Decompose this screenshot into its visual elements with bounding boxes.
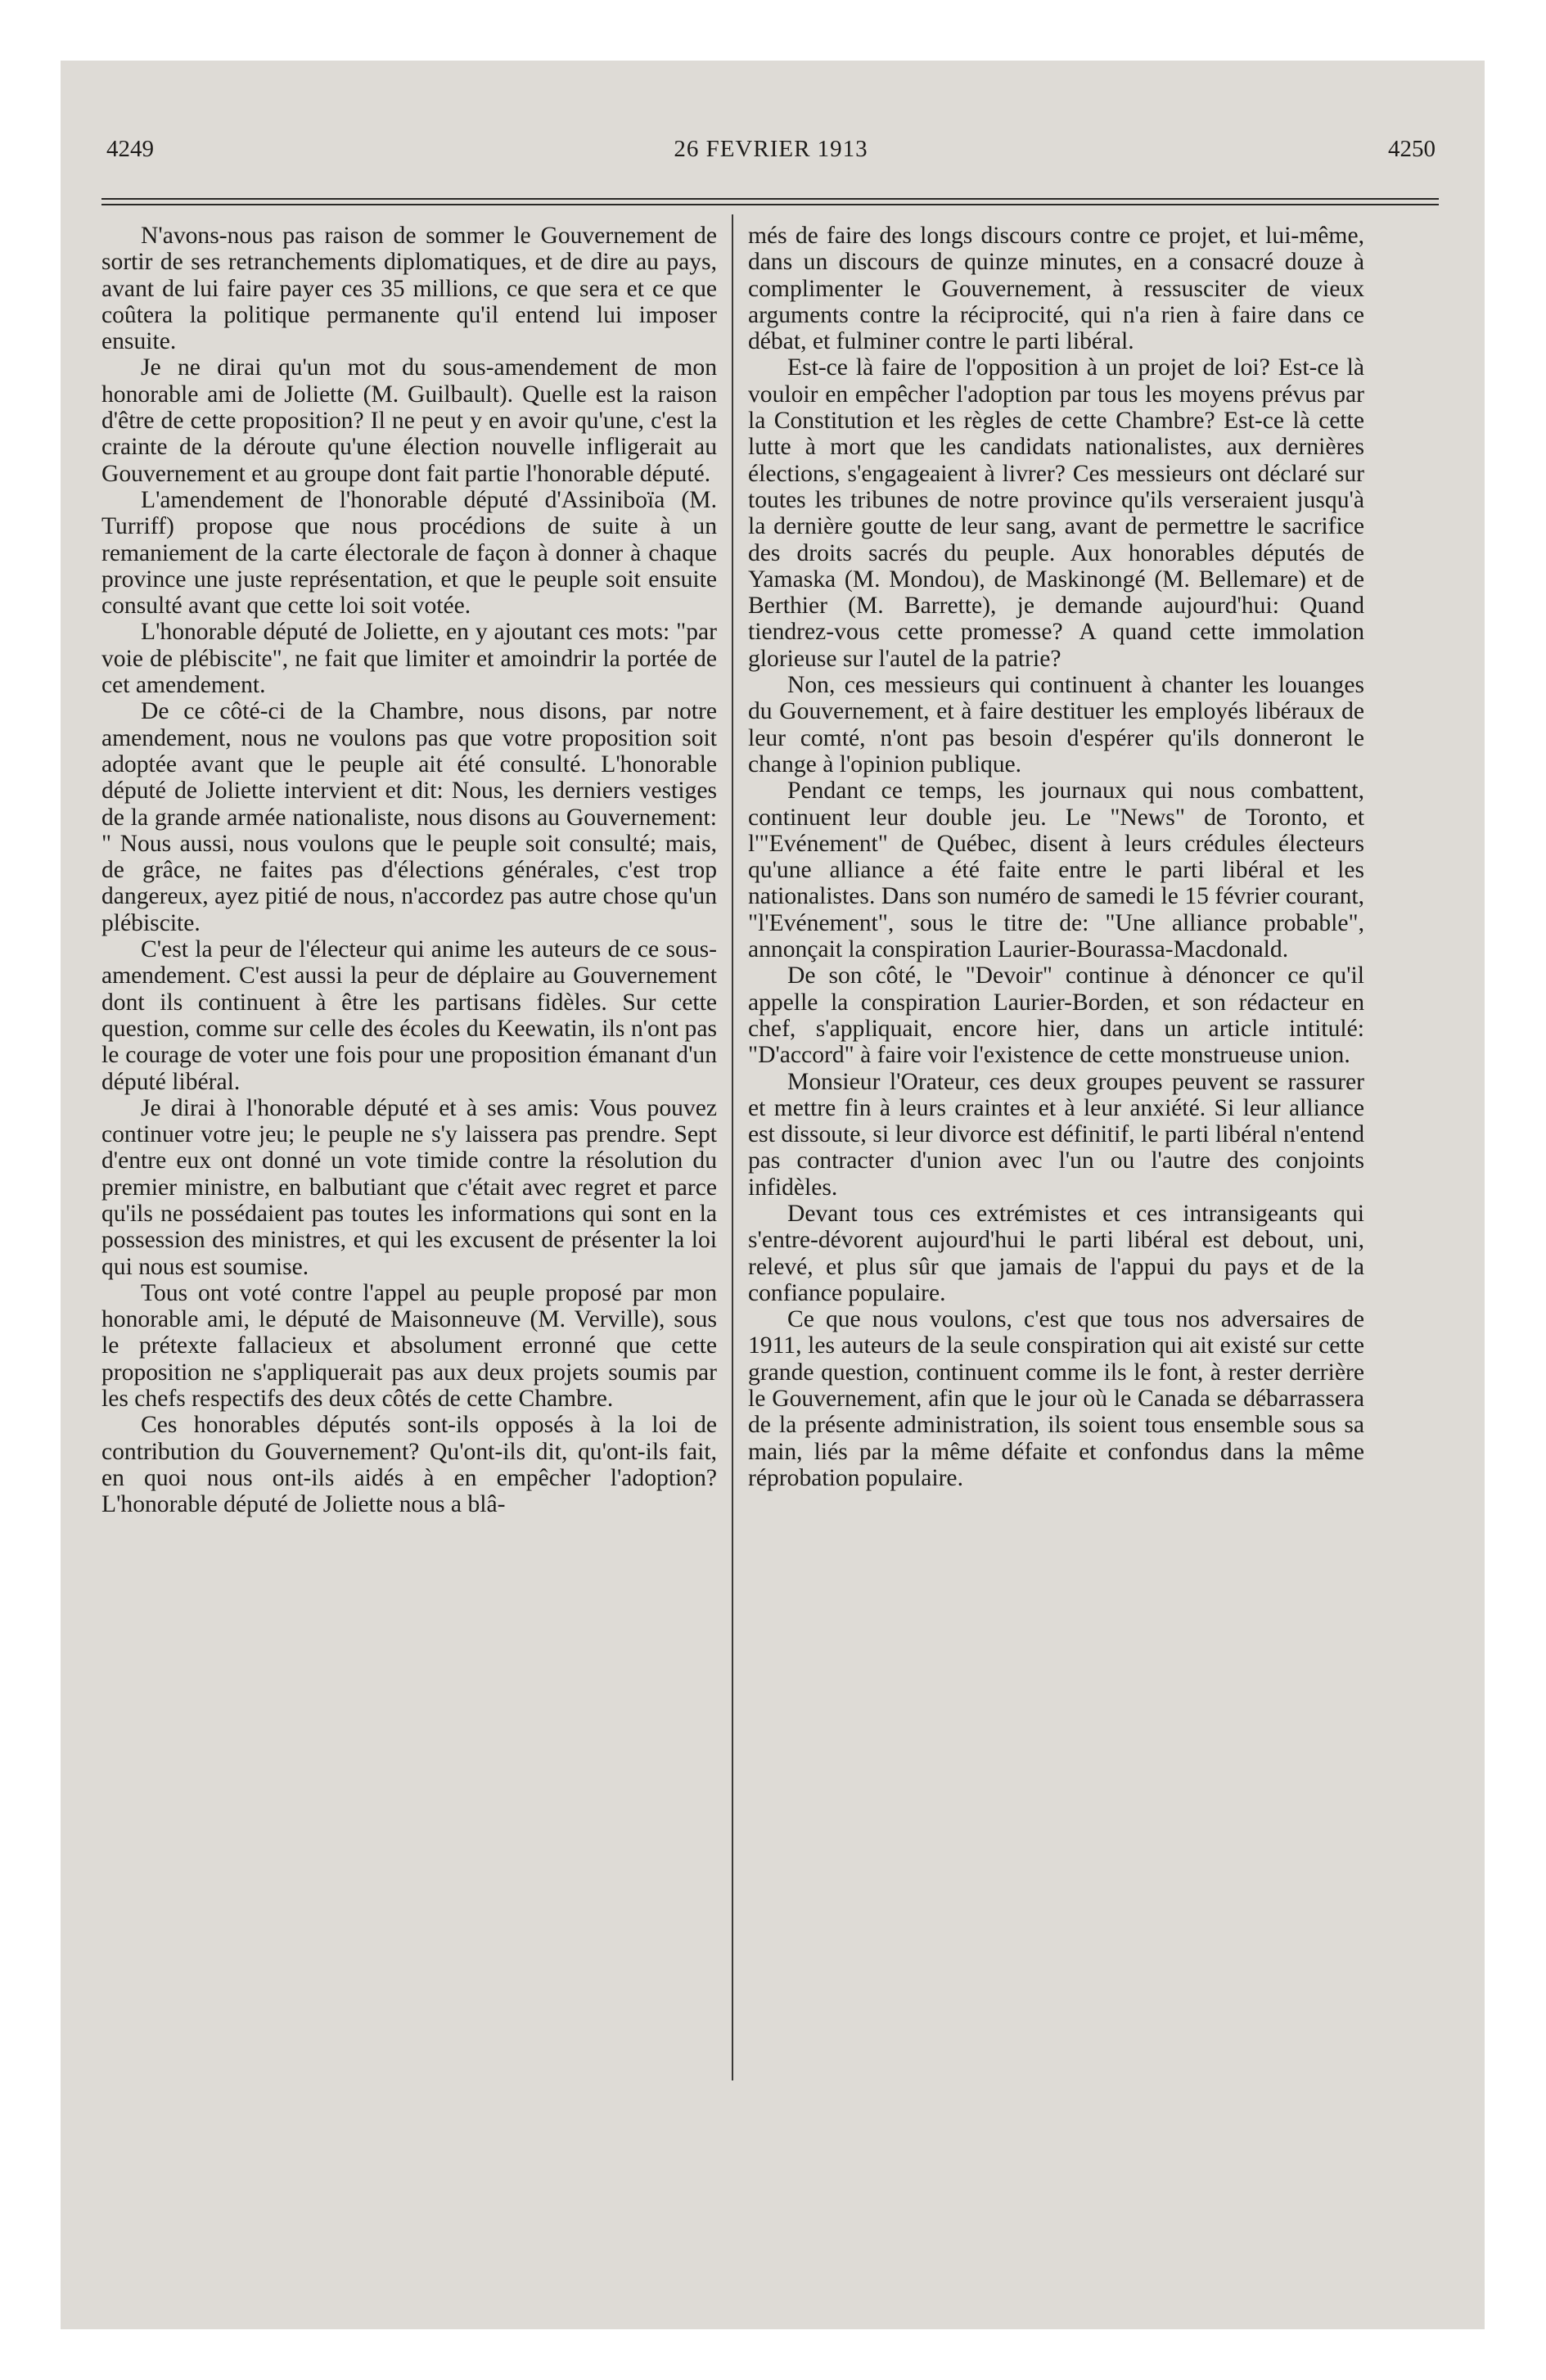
paragraph: Tous ont voté contre l'appel au peuple proposé par mon honorable ami, le député de Maisonneuve (M. Verville), sous le prétexte fallacieux et absolument erronné que cette proposition ne s'appliquerait pas aux deux projets soumis par les chefs respectifs des deux côtés de cette Chambre. <box>101 1279 717 1413</box>
paragraph: De son côté, le "Devoir" continue à dénoncer ce qu'il appelle la conspiration Laurier-Borden, et son rédacteur en chef, s'appliquait, encore hier, dans un article intitulé: "D'accord" à faire voir l'existence de cette monstrueuse union. <box>748 962 1364 1069</box>
paragraph: Non, ces messieurs qui continuent à chanter les louanges du Gouvernement, et à faire destituer les employés libéraux de leur comté, n'ont pas besoin d'espérer qu'ils donneront le change à l'opinion publique. <box>748 672 1364 778</box>
left-column <box>101 223 717 1518</box>
paragraph: Pendant ce temps, les journaux qui nous combattent, continuent leur double jeu. Le "News" de Toronto, et l'"Evénement" de Québec, disent à leurs crédules électeurs qu'une alliance a été faite entre le parti libéral et les nationalistes. Dans son numéro de samedi le 15 février courant, "l'Evénement", sous le titre de: "Une alliance probable", annonçait la conspiration Laurier-Bourassa-Macdonald. <box>748 778 1364 963</box>
paragraph: Est-ce là faire de l'opposition à un projet de loi? Est-ce là vouloir en empêcher l'adoption par tous les moyens prévus par la Constitution et les règles de cette Chambre? Est-ce là cette lutte à mort que les candidats nationalistes, aux dernières élections, s'engageaient à livrer? Ces messieurs ont déclaré sur toutes les tribunes de notre province qu'ils verseraient jusqu'à la dernière goutte de leur sang, avant de permettre le sacrifice des droits sacrés du peuple. Aux honorables députés de Yamaska (M. Mondou), de Maskinongé (M. Bellemare) et de Berthier (M. Barrette), je demande aujourd'hui: Quand tiendrez-vous cette promesse? A quand cette immolation glorieuse sur l'autel de la patrie? <box>748 354 1364 672</box>
page-header <box>106 136 1436 169</box>
paragraph: Devant tous ces extrémistes et ces intransigeants qui s'entre-dévorent aujourd'hui le parti libéral est debout, uni, relevé, et plus sûr que jamais de l'appui du pays et de la confiance populaire. <box>748 1200 1364 1306</box>
paragraph: més de faire des longs discours contre ce projet, et lui-même, dans un discours de quinze minutes, en a consacré douze à complimenter le Gouvernement, à ressusciter de vieux arguments contre la réciprocité, qui n'a rien à faire dans ce débat, et fulminer contre le parti libéral. <box>748 223 1364 355</box>
paragraph: N'avons-nous pas raison de sommer le Gouvernement de sortir de ses retranchements diplomatiques, et de dire au pays, avant de lui faire payer ces 35 millions, ce que sera et ce que coûtera la politique permanente qu'il entend lui imposer ensuite. <box>101 223 717 355</box>
column-divider <box>732 214 733 2080</box>
header-rule-bottom <box>101 204 1439 205</box>
paragraph: De ce côté-ci de la Chambre, nous disons, par notre amendement, nous ne voulons pas que votre proposition soit adoptée avant que le peuple ait été consulté. L'honorable député de Joliette intervient et dit: Nous, les derniers vestiges de la grande armée nationaliste, nous disons au Gouvernement: " Nous aussi, nous voulons que le peuple soit consulté; mais, de grâce, ne faites pas d'élections générales, c'est trop dangereux, ayez pitié de nous, n'accordez pas autre chose qu'un plébiscite. <box>101 698 717 936</box>
right-column <box>748 223 1364 1491</box>
paragraph: Ces honorables députés sont-ils opposés à la loi de contribution du Gouvernement? Qu'ont-ils dit, qu'ont-ils fait, en quoi nous ont-ils aidés à en empêcher l'adoption? L'honorable député de Joliette nous a blâ- <box>101 1412 717 1518</box>
paragraph: Je dirai à l'honorable député et à ses amis: Vous pouvez continuer votre jeu; le peuple ne s'y laissera pas prendre. Sept d'entre eux ont donné un vote timide contre la résolution du premier ministre, en balbutiant que c'était avec regret et parce qu'ils ne possédaient pas toutes les informations qui sont en la possession des ministres, et qui les excusent de présenter la loi qui nous est soumise. <box>101 1094 717 1280</box>
scanned-page <box>61 61 1485 2329</box>
header-rule-top <box>101 198 1439 200</box>
paragraph: Je ne dirai qu'un mot du sous-amendement de mon honorable ami de Joliette (M. Guilbault). Quelle est la raison d'être de cette proposition? Il ne peut y en avoir qu'une, c'est la crainte de la déroute qu'une élection nouvelle infligerait au Gouvernement et au groupe dont fait partie l'honorable député. <box>101 354 717 487</box>
paragraph: L'amendement de l'honorable député d'Assiniboïa (M. Turriff) propose que nous procédions de suite à un remaniement de la carte électorale de façon à donner à chaque province une juste représentation, et que le peuple soit ensuite consulté avant que cette loi soit votée. <box>101 486 717 620</box>
page-number-left: 4249 <box>106 136 154 162</box>
paragraph: Monsieur l'Orateur, ces deux groupes peuvent se rassurer et mettre fin à leurs craintes et à leur anxiété. Si leur alliance est dissoute, si leur divorce est définitif, le parti libéral n'entend pas contracter d'union avec l'un ou l'autre des conjoints infidèles. <box>748 1068 1364 1201</box>
paragraph: Ce que nous voulons, c'est que tous nos adversaires de 1911, les auteurs de la seule conspiration qui ait existé sur cette grande question, continuent comme ils le font, à rester derrière le Gouvernement, afin que le jour où le Canada se débarrassera de la présente administration, ils soient tous ensemble sous sa main, liés par la même défaite et confondus dans la même réprobation populaire. <box>748 1306 1364 1491</box>
paragraph: C'est la peur de l'électeur qui anime les auteurs de ce sous-amendement. C'est aussi la peur de déplaire au Gouvernement dont ils continuent à être les partisans fidèles. Sur cette question, comme sur celle des écoles du Keewatin, ils n'ont pas le courage de voter une fois pour une proposition émanant d'un député libéral. <box>101 936 717 1095</box>
paragraph: L'honorable député de Joliette, en y ajoutant ces mots: "par voie de plébiscite", ne fait que limiter et amoindrir la portée de cet amendement. <box>101 619 717 699</box>
page-date: 26 FEVRIER 1913 <box>674 136 868 162</box>
page-number-right: 4250 <box>1388 136 1436 162</box>
